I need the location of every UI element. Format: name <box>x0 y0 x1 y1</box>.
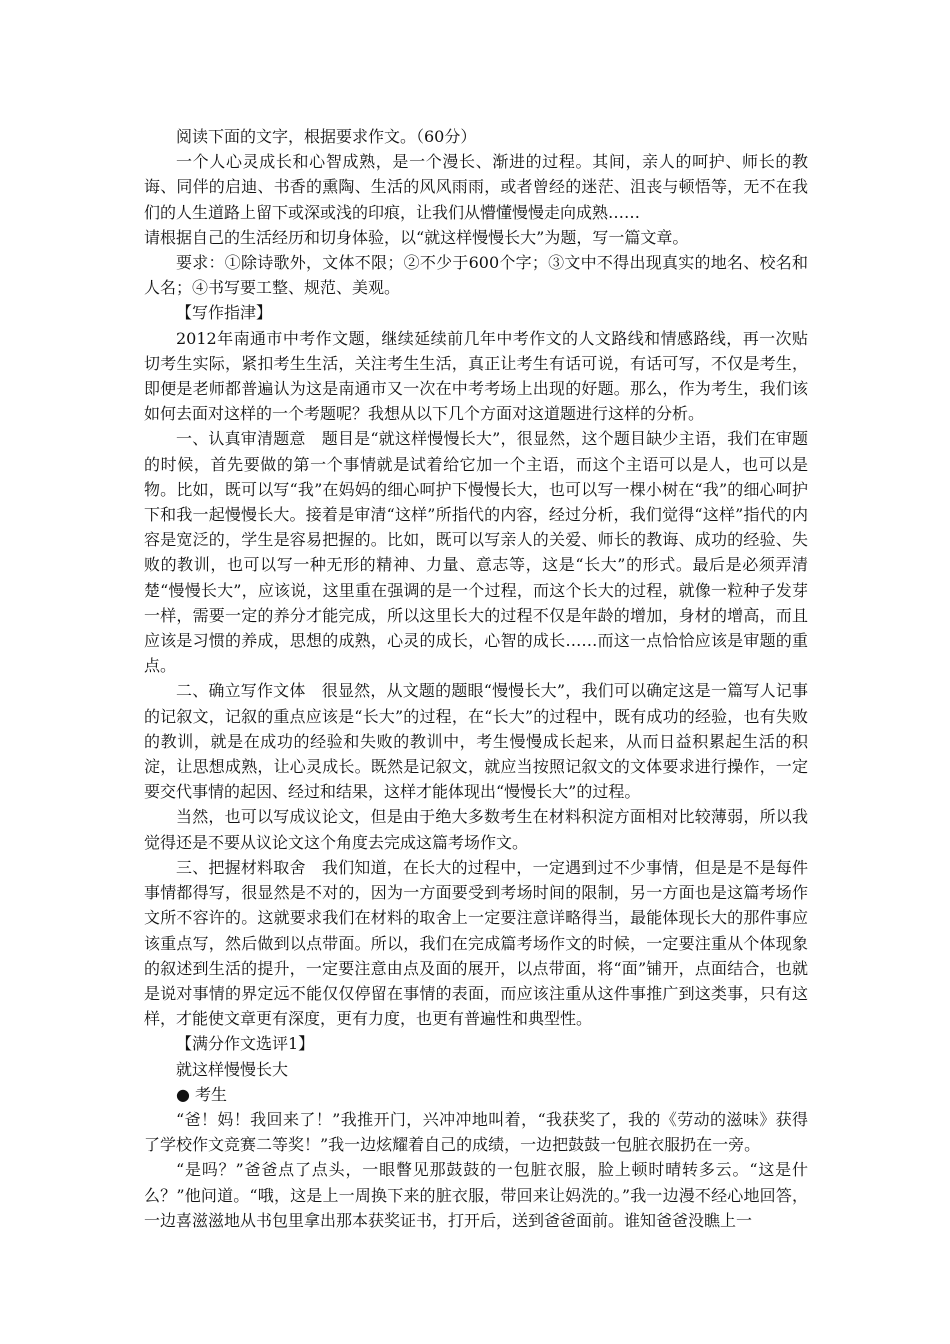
sample-essay-title: 就这样慢慢长大 <box>176 1059 289 1079</box>
essay-material: 一个人心灵成长和心智成熟，是一个漫长、渐进的过程。其间，亲人的呵护、师长的教诲、同伴的启迪、书香的熏陶、生活的风风雨雨，或者曾经的迷茫、沮丧与顿悟等，无不在我们的人生道路上留下或深或浅的印痕，让我们从懵懂慢慢走向成熟…… <box>144 152 808 222</box>
section-heading-writing-guide: 【写作指津】 <box>176 303 273 323</box>
essay-title-instruction: 请根据自己的生活经历和切身体验，以“就这样慢慢长大”为题，写一篇文章。 <box>144 227 689 247</box>
essay-requirements: 要求：①除诗歌外，文体不限；②不少于600个字；③文中不得出现真实的地名、校名和人名；④书写要工整、规范、美观。 <box>144 253 808 298</box>
guide-paragraph-intro: 2012年南通市中考作文题，继续延续前几年中考作文的人文路线和情感路线，再一次贴切考生实际，紧扣考生生活，关注考生生活，真正让考生有话可说，有话可写，不仅是考生，即便是老师都普遍认为这是南通市又一次在中考考场上出现的好题。那么，作为考生，我们该如何去面对这样的一个考题呢？我想从以下几个方面对这道题进行这样的分析。 <box>144 328 808 424</box>
sample-essay-author: ● 考生 <box>176 1084 228 1104</box>
guide-paragraph-topic-analysis: 一、认真审清题意 题目是“就这样慢慢长大”，很显然，这个题目缺少主语，我们在审题的时候，首先要做的第一个事情就是试着给它加一个主语，而这个主语可以是人，也可以是物。比如，既可以写“我”在妈妈的细心呵护下慢慢长大，也可以写一棵小树在“我”的细心呵护下和我一起慢慢长大。接着是审清“这样”所指代的内容，经过分析，我们觉得“这样”指代的内容是宽泛的，学生是容易把握的。比如，既可以写亲人的关爱、师长的教诲、成功的经验、失败的教训，也可以写一种无形的精神、力量、意志等，这是“长大”的形式。最后是必须弄清楚“慢慢长大”，应该说，这里重在强调的是一个过程，而这个长大的过程，就像一粒种子发芽一样，需要一定的养分才能完成，所以这里长大的过程不仅是年龄的增加，身材的增高，而且应该是习惯的养成，思想的成熟，心灵的成长，心智的成长……而这一点恰恰应该是审题的重点。 <box>144 429 808 676</box>
guide-paragraph-material: 三、把握材料取舍 我们知道，在长大的过程中，一定遇到过不少事情，但是是不是每件事情都得写，很显然是不对的，因为一方面要受到考场时间的限制，另一方面也是这篇考场作文所不容许的。这就要求我们在材料的取舍上一定要注意详略得当，最能体现长大的那件事应该重点写，然后做到以点带面。所以，我们在完成篇考场作文的时候，一定要注重从个体现象的叙述到生活的提升，一定要注意由点及面的展开，以点带面，将“面”铺开，点面结合，也就是说对事情的界定远不能仅仅停留在事情的表面，而应该注重从这件事推广到这类事，只有这样，才能使文章更有深度，更有力度，也更有普遍性和典型性。 <box>144 857 808 1029</box>
sample-essay-paragraph-1: “爸！妈！我回来了！”我推开门，兴冲冲地叫着，“我获奖了，我的《劳动的滋味》获得了学校作文竞赛二等奖！”我一边炫耀着自己的成绩，一边把鼓鼓一包脏衣服扔在一旁。 <box>144 1109 808 1155</box>
document-page <box>144 124 808 1233</box>
section-heading-sample-essay: 【满分作文选评1】 <box>176 1034 315 1054</box>
essay-prompt-intro: 阅读下面的文字，根据要求作文。（60分） <box>176 127 477 146</box>
sample-essay-paragraph-2: “是吗？”爸爸点了点头，一眼瞥见那鼓鼓的一包脏衣服，脸上顿时晴转多云。“这是什么？”他问道。“哦，这是上一周换下来的脏衣服，带回来让妈洗的。”我一边漫不经心地回答，一边喜滋滋地从书包里拿出那本获奖证书，打开后，送到爸爸面前。谁知爸爸没瞧上一 <box>144 1160 808 1230</box>
guide-paragraph-argument: 当然，也可以写成议论文，但是由于绝大多数考生在材料积淀方面相对比较薄弱，所以我觉得还是不要从议论文这个角度去完成这篇考场作文。 <box>144 807 808 852</box>
guide-paragraph-genre: 二、确立写作文体 很显然，从文题的题眼“慢慢长大”，我们可以确定这是一篇写人记事的记叙文，记叙的重点应该是“长大”的过程，在“长大”的过程中，既有成功的经验，也有失败的教训，就是在成功的经验和失败的教训中，考生慢慢成长起来，从而日益积累起生活的积淀，让思想成熟，让心灵成长。既然是记叙文，就应当按照记叙文的文体要求进行操作，一定要交代事情的起因、经过和结果，这样才能体现出“慢慢长大”的过程。 <box>144 681 808 802</box>
